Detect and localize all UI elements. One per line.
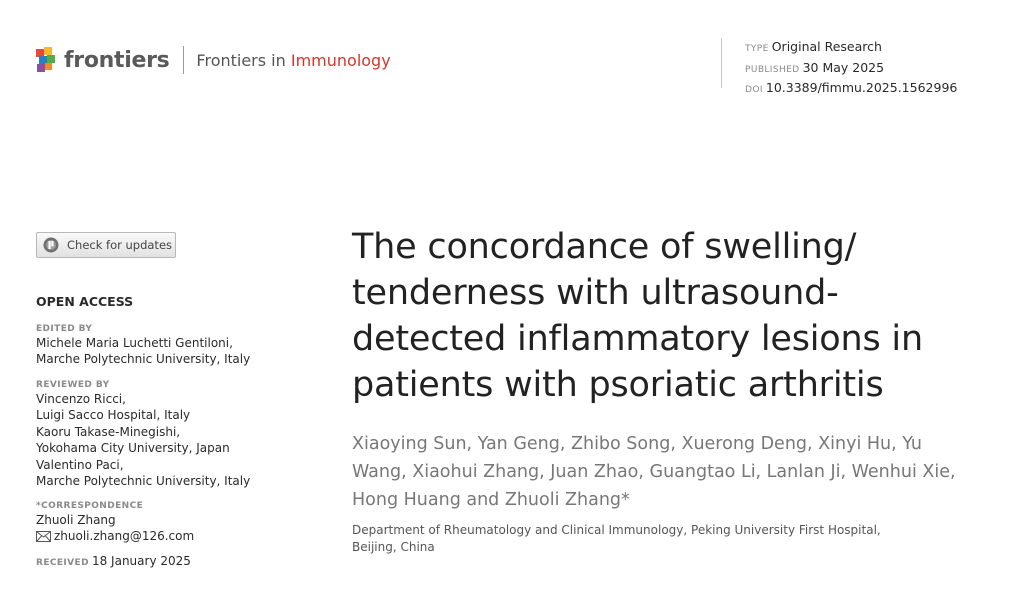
correspondence-label: *CORRESPONDENCE	[36, 500, 144, 511]
journal-field: Immunology	[290, 50, 391, 70]
meta-published	[745, 59, 957, 80]
reviewer-affiliation: Luigi Sacco Hospital, Italy	[36, 408, 191, 422]
meta-doi	[745, 79, 957, 100]
reviewer-affiliation: Yokohama City University, Japan	[36, 441, 230, 455]
mail-icon	[36, 531, 51, 542]
open-access-label: OPEN ACCESS	[36, 294, 134, 309]
meta-doi-value[interactable]: 10.3389/fimmu.2025.1562996	[765, 80, 958, 95]
reviewer-name: Vincenzo Ricci,	[36, 391, 126, 406]
received-label: RECEIVED	[36, 557, 89, 568]
edited-by-label: EDITED BY	[36, 323, 93, 334]
reviewer-affiliation: Marche Polytechnic University, Italy	[36, 474, 251, 488]
author-list: Xiaoying Sun, Yan Geng, Zhibo Song, Xuerong Deng, Xinyi Hu, Yu Wang, Xiaohui Zhang, Juan Zhao, Guangtao Li, Lanlan Ji, Wenhui Xie, Hong Huang and Zhuoli Zhang*	[352, 434, 956, 510]
meta-type	[745, 38, 957, 59]
meta-published-value: 30 May 2025	[802, 59, 885, 75]
correspondence-email-row	[36, 528, 306, 545]
check-updates-icon	[43, 237, 59, 253]
received-date-row	[36, 553, 306, 572]
meta-doi-label: DOI	[745, 85, 763, 95]
journal-name[interactable]	[196, 51, 390, 70]
meta-type-label: TYPE	[745, 44, 769, 54]
editor-name: Michele Maria Luchetti Gentiloni,	[36, 335, 233, 350]
reviewed-by-label: REVIEWED BY	[36, 379, 110, 390]
author-affiliation: Department of Rheumatology and Clinical Immunology, Peking University First Hospital, Beijing, China	[352, 523, 881, 554]
frontiers-logo-icon	[36, 47, 58, 73]
check-updates-button[interactable]	[36, 232, 176, 258]
correspondence-email[interactable]: zhuoli.zhang@126.com	[54, 529, 195, 543]
reviewer-name: Valentino Paci,	[36, 457, 124, 472]
publisher-name[interactable]: frontiers	[64, 47, 170, 73]
correspondence-name: Zhuoli Zhang	[36, 512, 116, 527]
article-meta	[721, 38, 958, 95]
check-updates-label: Check for updates	[67, 238, 173, 252]
publisher-header	[36, 44, 391, 76]
article-title: The concordance of swelling/ tenderness with ultrasound-detected inflammatory lesions in patients with psoriatic arthritis	[352, 227, 923, 405]
meta-published-label: PUBLISHED	[745, 64, 800, 75]
editor-affiliation: Marche Polytechnic University, Italy	[36, 352, 251, 366]
received-date: 18 January 2025	[91, 553, 191, 568]
header-divider	[183, 46, 184, 74]
article-sidebar	[36, 294, 306, 571]
meta-type-value: Original Research	[771, 39, 882, 54]
journal-prefix: Frontiers in	[196, 50, 286, 70]
reviewer-name: Kaoru Takase-Minegishi,	[36, 424, 181, 439]
